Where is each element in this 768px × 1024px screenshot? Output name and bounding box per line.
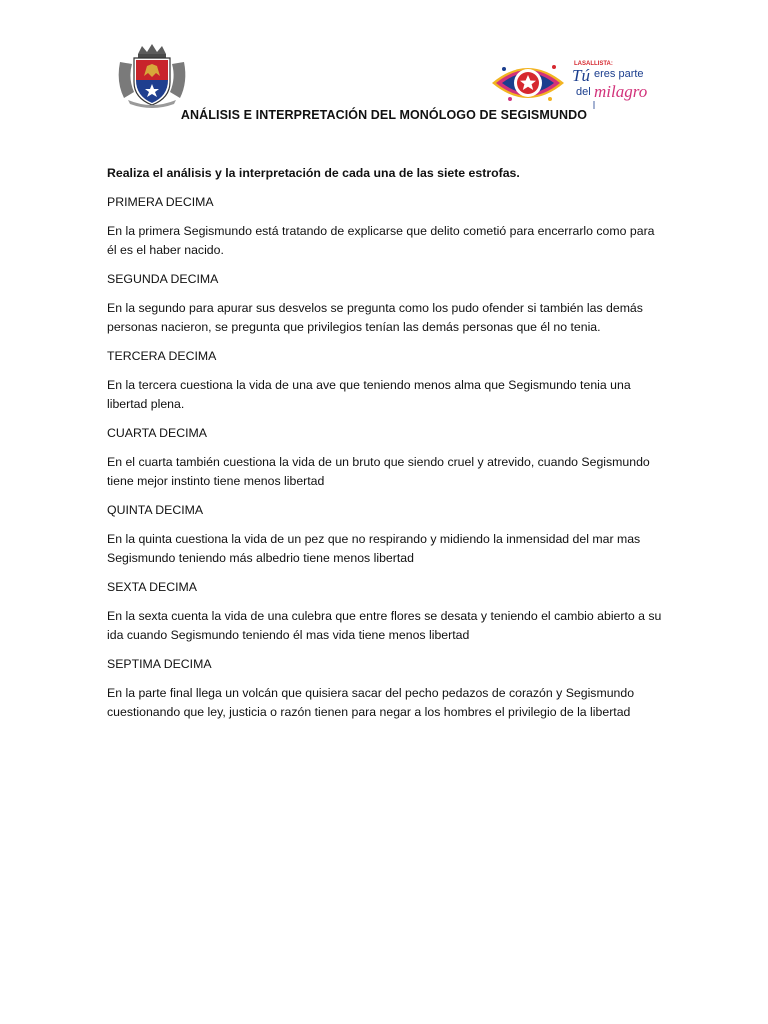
instruction-text: Realiza el análisis y la interpretación de cada una de las siete estrofas. xyxy=(107,166,520,180)
school-crest-icon xyxy=(114,42,190,108)
logo-line2: eres parte xyxy=(594,68,644,80)
section-4 xyxy=(107,424,663,491)
section-paragraph: En la segundo para apurar sus desvelos se pregunta como los pudo ofender si también las demás personas nacieron, se pregunta que privilegios tenían las demás personas que él no tenia. xyxy=(107,301,643,334)
section-paragraph: En el cuarta también cuestiona la vida de un bruto que siendo cruel y atrevido, cuando Segismundo tiene mejor instinto tiene menos libertad xyxy=(107,455,650,488)
section-2 xyxy=(107,270,663,337)
section-heading: SEPTIMA DECIMA xyxy=(107,657,212,671)
logo-tag: LASALLISTA: xyxy=(574,61,613,67)
section-1 xyxy=(107,193,663,260)
logo-line3: del xyxy=(576,86,591,98)
section-paragraph: En la quinta cuestiona la vida de un pez que no respirando y midiendo la inmensidad del mar mas Segismundo teniendo más albedrio tiene menos libertad xyxy=(107,532,641,565)
logo-line1: Tú xyxy=(572,66,590,85)
section-heading: CUARTA DECIMA xyxy=(107,426,207,440)
document-title: ANÁLISIS E INTERPRETACIÓN DEL MONÓLOGO DE SEGISMUNDO xyxy=(180,108,588,122)
section-7 xyxy=(107,655,663,722)
section-3 xyxy=(107,347,663,414)
section-5 xyxy=(107,501,663,568)
lasallista-eye-icon xyxy=(490,55,660,111)
section-heading: TERCERA DECIMA xyxy=(107,349,217,363)
section-6 xyxy=(107,578,663,645)
section-heading: PRIMERA DECIMA xyxy=(107,195,214,209)
section-heading: QUINTA DECIMA xyxy=(107,503,204,517)
section-heading: SEGUNDA DECIMA xyxy=(107,272,219,286)
section-paragraph: En la primera Segismundo está tratando de explicarse que delito cometió para encerrarlo como para él es el haber nacido. xyxy=(107,224,655,257)
section-paragraph: En la tercera cuestiona la vida de una ave que teniendo menos alma que Segismundo tenia una libertad plena. xyxy=(107,378,631,411)
document-body xyxy=(107,164,663,732)
logo-line4: milagro xyxy=(594,82,648,101)
section-paragraph: En la sexta cuenta la vida de una culebra que entre flores se desata y teniendo el cambio abierto a su ida cuando Segismundo teniendo él mas vida tiene menos libertad xyxy=(107,609,662,642)
section-heading: SEXTA DECIMA xyxy=(107,580,197,594)
section-paragraph: En la parte final llega un volcán que quisiera sacar del pecho pedazos de corazón y Segismundo cuestionando que ley, justicia o razón tienen para negar a los hombres el privilegio de la libertad xyxy=(107,686,635,719)
